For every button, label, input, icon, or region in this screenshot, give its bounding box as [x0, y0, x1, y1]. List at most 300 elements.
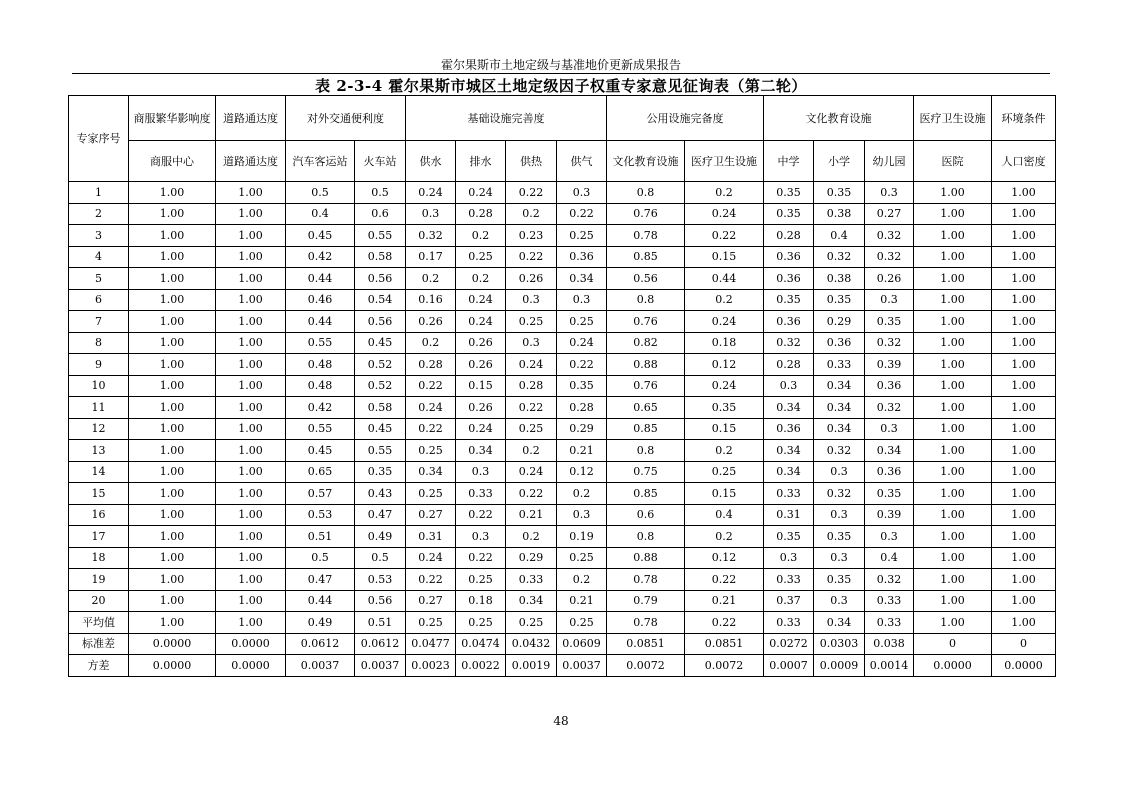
table-cell: 0.2 [456, 268, 506, 290]
table-cell: 0.2 [506, 526, 557, 548]
table-cell: 0.32 [865, 246, 914, 268]
table-cell: 0.3 [814, 461, 865, 483]
table-cell: 0.27 [865, 203, 914, 225]
table-cell: 1.00 [216, 375, 286, 397]
table-cell: 0.0000 [129, 633, 216, 655]
table-cell: 0.25 [557, 311, 607, 333]
table-cell: 1.00 [129, 547, 216, 569]
table-cell: 0.35 [764, 182, 814, 204]
table-cell: 0.29 [814, 311, 865, 333]
table-cell: 1.00 [914, 440, 992, 462]
table-cell: 0.3 [506, 289, 557, 311]
table-cell: 0.34 [865, 440, 914, 462]
row-label-cell: 18 [69, 547, 129, 569]
table-cell: 1.00 [129, 289, 216, 311]
table-cell: 0.0000 [216, 655, 286, 677]
table-cell: 1.00 [216, 397, 286, 419]
table-cell: 0.24 [406, 547, 456, 569]
table-cell: 1.00 [992, 526, 1056, 548]
row-label-cell: 14 [69, 461, 129, 483]
table-cell: 0.25 [456, 569, 506, 591]
table-cell: 0.28 [764, 225, 814, 247]
table-cell: 0.36 [764, 418, 814, 440]
table-cell: 0.22 [557, 354, 607, 376]
row-label-cell: 9 [69, 354, 129, 376]
table-cell: 1.00 [992, 504, 1056, 526]
table-cell: 0 [992, 633, 1056, 655]
table-cell: 1.00 [216, 590, 286, 612]
table-cell: 0.0022 [456, 655, 506, 677]
table-cell: 0.35 [355, 461, 406, 483]
table-cell: 0.0851 [607, 633, 685, 655]
row-label-cell: 17 [69, 526, 129, 548]
table-cell: 0.28 [506, 375, 557, 397]
table-cell: 0.2 [506, 440, 557, 462]
table-cell: 1.00 [129, 569, 216, 591]
row-label-cell: 4 [69, 246, 129, 268]
table-cell: 0.25 [406, 440, 456, 462]
table-cell: 1.00 [129, 440, 216, 462]
page-number: 48 [553, 714, 569, 728]
table-cell: 0.42 [286, 397, 355, 419]
table-cell: 0.34 [456, 440, 506, 462]
table-cell: 1.00 [216, 203, 286, 225]
table-cell: 1.00 [216, 440, 286, 462]
table-cell: 0.8 [607, 440, 685, 462]
table-cell: 0.22 [506, 246, 557, 268]
table-cell: 0.44 [286, 311, 355, 333]
table-cell: 1.00 [129, 225, 216, 247]
table-cell: 0.26 [456, 354, 506, 376]
table-cell: 1.00 [914, 418, 992, 440]
row-label-cell: 13 [69, 440, 129, 462]
table-cell: 0.55 [355, 225, 406, 247]
table-cell: 0.32 [865, 397, 914, 419]
table-cell: 0.22 [685, 569, 764, 591]
table-cell: 0.52 [355, 375, 406, 397]
table-cell: 1.00 [992, 612, 1056, 634]
table-cell: 1.00 [992, 268, 1056, 290]
table-cell: 0.35 [764, 526, 814, 548]
table-cell: 0.85 [607, 246, 685, 268]
table-cell: 0.3 [865, 182, 914, 204]
table-cell: 0.2 [406, 332, 456, 354]
table-cell: 0.3 [814, 504, 865, 526]
table-cell: 0.34 [406, 461, 456, 483]
table-cell: 1.00 [992, 354, 1056, 376]
table-cell: 1.00 [129, 332, 216, 354]
table-cell: 0.0072 [685, 655, 764, 677]
table-body [69, 182, 1056, 677]
table-cell: 0.25 [506, 612, 557, 634]
row-label-cell: 方差 [69, 655, 129, 677]
table-cell: 0.36 [814, 332, 865, 354]
table-cell: 0.78 [607, 569, 685, 591]
table-cell: 1.00 [216, 504, 286, 526]
table-cell: 1.00 [914, 569, 992, 591]
table-cell: 0.21 [506, 504, 557, 526]
table-cell: 1.00 [914, 354, 992, 376]
table-row [69, 547, 1056, 569]
table-cell: 0.28 [764, 354, 814, 376]
table-cell: 0.6 [355, 203, 406, 225]
table-cell: 0.57 [286, 483, 355, 505]
header-factor: 医疗卫生设施 [685, 141, 764, 182]
table-row [69, 289, 1056, 311]
table-cell: 1.00 [129, 354, 216, 376]
table-cell: 1.00 [992, 246, 1056, 268]
table-cell: 0.25 [506, 311, 557, 333]
table-cell: 0.55 [355, 440, 406, 462]
table-cell: 1.00 [216, 483, 286, 505]
table-cell: 1.00 [216, 311, 286, 333]
table-cell: 0.24 [506, 354, 557, 376]
table-cell: 0.2 [456, 225, 506, 247]
table-row [69, 375, 1056, 397]
table-cell: 0.4 [814, 225, 865, 247]
table-cell: 1.00 [992, 590, 1056, 612]
table-cell: 1.00 [216, 268, 286, 290]
header-group-transport: 对外交通便利度 [286, 96, 406, 141]
table-cell: 0.12 [685, 354, 764, 376]
table-cell: 0.18 [456, 590, 506, 612]
table-cell: 0.35 [764, 203, 814, 225]
header-group-medical: 医疗卫生设施 [914, 96, 992, 141]
table-cell: 1.00 [216, 182, 286, 204]
table-cell: 0.46 [286, 289, 355, 311]
table-cell: 0.31 [406, 526, 456, 548]
table-cell: 0.31 [764, 504, 814, 526]
header-factor: 文化教育设施 [607, 141, 685, 182]
table-cell: 0.2 [557, 483, 607, 505]
table-cell: 0.0612 [355, 633, 406, 655]
table-cell: 1.00 [129, 418, 216, 440]
header-factor: 汽车客运站 [286, 141, 355, 182]
table-cell: 0.3 [865, 289, 914, 311]
table-row [69, 246, 1056, 268]
row-label-cell: 标准差 [69, 633, 129, 655]
table-row [69, 182, 1056, 204]
table-cell: 0.39 [865, 354, 914, 376]
table-cell: 0.27 [406, 504, 456, 526]
table-cell: 1.00 [129, 612, 216, 634]
table-cell: 0.21 [557, 590, 607, 612]
table-cell: 0.5 [286, 547, 355, 569]
header-factor: 道路通达度 [216, 141, 286, 182]
table-cell: 0.3 [814, 590, 865, 612]
table-cell: 0.38 [814, 268, 865, 290]
table-cell: 0.76 [607, 375, 685, 397]
table-cell: 0.0000 [216, 633, 286, 655]
table-cell: 1.00 [914, 590, 992, 612]
table-cell: 1.00 [216, 612, 286, 634]
table-cell: 0.29 [557, 418, 607, 440]
table-cell: 0.51 [355, 612, 406, 634]
table-cell: 0.24 [456, 418, 506, 440]
table-cell: 0.36 [557, 246, 607, 268]
table-cell: 0.76 [607, 311, 685, 333]
table-cell: 0.32 [814, 483, 865, 505]
header-row-factors [69, 141, 1056, 182]
table-cell: 0.22 [456, 504, 506, 526]
table-cell: 0.0432 [506, 633, 557, 655]
table-cell: 1.00 [992, 375, 1056, 397]
table-cell: 0.52 [355, 354, 406, 376]
table-cell: 1.00 [216, 569, 286, 591]
table-cell: 1.00 [992, 311, 1056, 333]
table-cell: 1.00 [129, 375, 216, 397]
table-cell: 0.24 [685, 203, 764, 225]
header-group-env: 环境条件 [992, 96, 1056, 141]
table-cell: 1.00 [129, 268, 216, 290]
table-cell: 0.24 [456, 311, 506, 333]
table-cell: 0.34 [557, 268, 607, 290]
table-cell: 0.35 [814, 182, 865, 204]
table-row [69, 332, 1056, 354]
row-label-cell: 平均值 [69, 612, 129, 634]
table-cell: 0.47 [286, 569, 355, 591]
table-cell: 0.36 [865, 461, 914, 483]
header-factor: 商服中心 [129, 141, 216, 182]
header-group-commerce: 商服繁华影响度 [129, 96, 216, 141]
table-cell: 0.0072 [607, 655, 685, 677]
header-factor: 中学 [764, 141, 814, 182]
table-cell: 0.49 [355, 526, 406, 548]
table-cell: 1.00 [129, 311, 216, 333]
table-cell: 0.3 [764, 375, 814, 397]
table-cell: 0.56 [355, 268, 406, 290]
table-cell: 0.22 [456, 547, 506, 569]
table-title: 表 2-3-4 霍尔果斯市城区土地定级因子权重专家意见征询表（第二轮） [315, 77, 807, 95]
table-cell: 0.2 [685, 289, 764, 311]
table-cell: 0.2 [506, 203, 557, 225]
table-cell: 0.32 [814, 440, 865, 462]
table-cell: 0.3 [456, 526, 506, 548]
table-cell: 0.28 [406, 354, 456, 376]
table-cell: 0.21 [685, 590, 764, 612]
table-cell: 0.75 [607, 461, 685, 483]
table-cell: 0.26 [506, 268, 557, 290]
header-factor: 医院 [914, 141, 992, 182]
table-row [69, 268, 1056, 290]
table-cell: 0.16 [406, 289, 456, 311]
table-cell: 0.35 [764, 289, 814, 311]
table-cell: 0.25 [456, 246, 506, 268]
table-cell: 0.22 [506, 483, 557, 505]
table-cell: 0.0477 [406, 633, 456, 655]
running-header: 霍尔果斯市土地定级与基准地价更新成果报告 [440, 58, 681, 72]
row-label-cell: 10 [69, 375, 129, 397]
table-cell: 0.5 [286, 182, 355, 204]
table-cell: 0.34 [764, 397, 814, 419]
table-cell: 0.12 [685, 547, 764, 569]
table-cell: 0.3 [456, 461, 506, 483]
table-cell: 1.00 [216, 547, 286, 569]
table-cell: 0.0474 [456, 633, 506, 655]
table-cell: 1.00 [992, 289, 1056, 311]
row-label-cell: 1 [69, 182, 129, 204]
header-factor: 排水 [456, 141, 506, 182]
table-cell: 1.00 [992, 182, 1056, 204]
table-cell: 0.3 [557, 182, 607, 204]
table-cell: 0.22 [685, 612, 764, 634]
table-cell: 1.00 [914, 547, 992, 569]
table-cell: 0.58 [355, 397, 406, 419]
table-cell: 0.25 [557, 547, 607, 569]
table-cell: 0.0851 [685, 633, 764, 655]
table-cell: 0.22 [406, 418, 456, 440]
table-cell: 0.2 [557, 569, 607, 591]
table-cell: 0.17 [406, 246, 456, 268]
table-cell: 0.51 [286, 526, 355, 548]
table-cell: 0.0272 [764, 633, 814, 655]
table-cell: 0.33 [764, 569, 814, 591]
table-cell: 1.00 [216, 526, 286, 548]
table-cell: 0.55 [286, 332, 355, 354]
table-cell: 1.00 [992, 332, 1056, 354]
table-row [69, 311, 1056, 333]
table-cell: 1.00 [914, 483, 992, 505]
table-cell: 0.0037 [355, 655, 406, 677]
table-cell: 0.12 [557, 461, 607, 483]
table-cell: 1.00 [914, 332, 992, 354]
table-row [69, 483, 1056, 505]
table-cell: 0.3 [865, 418, 914, 440]
table-cell: 0.0023 [406, 655, 456, 677]
table-cell: 0.47 [355, 504, 406, 526]
table-cell: 0.3 [506, 332, 557, 354]
table-cell: 0.37 [764, 590, 814, 612]
table-cell: 0.15 [456, 375, 506, 397]
table-cell: 0.45 [286, 225, 355, 247]
header-group-infra: 基础设施完善度 [406, 96, 607, 141]
table-cell: 1.00 [216, 332, 286, 354]
table-cell: 0.3 [764, 547, 814, 569]
table-cell: 0.76 [607, 203, 685, 225]
table-cell: 0.0612 [286, 633, 355, 655]
table-cell: 1.00 [914, 375, 992, 397]
table-cell: 0.34 [506, 590, 557, 612]
table-cell: 0.34 [764, 440, 814, 462]
table-cell: 0.53 [355, 569, 406, 591]
row-label-cell: 19 [69, 569, 129, 591]
table-cell: 0.32 [406, 225, 456, 247]
table-cell: 0.25 [557, 612, 607, 634]
table-row [69, 504, 1056, 526]
table-cell: 0.5 [355, 182, 406, 204]
row-label-cell: 5 [69, 268, 129, 290]
table-cell: 0.32 [865, 332, 914, 354]
row-label-cell: 6 [69, 289, 129, 311]
table-cell: 0.0000 [992, 655, 1056, 677]
row-label-cell: 2 [69, 203, 129, 225]
table-row [69, 655, 1056, 677]
table-cell: 1.00 [129, 246, 216, 268]
table-cell: 0.3 [406, 203, 456, 225]
header-group-edu: 文化教育设施 [764, 96, 914, 141]
table-cell: 0.34 [814, 375, 865, 397]
table-cell: 0.24 [685, 311, 764, 333]
table-cell: 0.0014 [865, 655, 914, 677]
table-cell: 0.32 [814, 246, 865, 268]
table-cell: 1.00 [914, 526, 992, 548]
table-cell: 0.15 [685, 418, 764, 440]
table-cell: 0.22 [506, 397, 557, 419]
table-cell: 1.00 [914, 268, 992, 290]
header-factor: 人口密度 [992, 141, 1056, 182]
row-label-cell: 8 [69, 332, 129, 354]
table-cell: 0.78 [607, 225, 685, 247]
table-cell: 1.00 [129, 526, 216, 548]
table-cell: 1.00 [216, 354, 286, 376]
table-cell: 0.3 [814, 547, 865, 569]
row-label-cell: 7 [69, 311, 129, 333]
table-cell: 0.26 [456, 397, 506, 419]
table-cell: 0.3 [865, 526, 914, 548]
table-cell: 0.45 [286, 440, 355, 462]
table-cell: 1.00 [914, 289, 992, 311]
table-cell: 0.35 [814, 569, 865, 591]
table-cell: 0.35 [557, 375, 607, 397]
table-cell: 0.25 [557, 225, 607, 247]
table-cell: 1.00 [914, 246, 992, 268]
table-cell: 0.88 [607, 354, 685, 376]
table-cell: 0.2 [685, 440, 764, 462]
table-cell: 1.00 [914, 225, 992, 247]
table-cell: 0.25 [406, 612, 456, 634]
table-cell: 1.00 [992, 461, 1056, 483]
table-cell: 1.00 [992, 483, 1056, 505]
header-factor: 供水 [406, 141, 456, 182]
table-cell: 0.0009 [814, 655, 865, 677]
table-cell: 0.32 [865, 225, 914, 247]
table-cell: 1.00 [129, 461, 216, 483]
table-cell: 0.24 [406, 182, 456, 204]
table-row [69, 440, 1056, 462]
table-cell: 0.22 [406, 375, 456, 397]
table-cell: 0.38 [814, 203, 865, 225]
table-cell: 0.3 [557, 289, 607, 311]
table-cell: 0.36 [764, 246, 814, 268]
table-cell: 0.0037 [286, 655, 355, 677]
table-cell: 0.32 [764, 332, 814, 354]
table-cell: 0.2 [685, 182, 764, 204]
table-cell: 0.27 [406, 590, 456, 612]
table-cell: 0.24 [685, 375, 764, 397]
table-cell: 0.56 [355, 590, 406, 612]
table-cell: 0.2 [406, 268, 456, 290]
table-cell: 0.33 [814, 354, 865, 376]
table-cell: 0.26 [406, 311, 456, 333]
table-cell: 0.36 [764, 311, 814, 333]
table-cell: 1.00 [216, 418, 286, 440]
table-cell: 1.00 [216, 461, 286, 483]
table-cell: 0.0609 [557, 633, 607, 655]
table-cell: 0.26 [865, 268, 914, 290]
table-cell: 0.0019 [506, 655, 557, 677]
header-factor: 小学 [814, 141, 865, 182]
table-cell: 1.00 [992, 397, 1056, 419]
table-cell: 0.21 [557, 440, 607, 462]
table-cell: 1.00 [992, 418, 1056, 440]
table-cell: 0.3 [557, 504, 607, 526]
table-row [69, 569, 1056, 591]
table-cell: 1.00 [914, 612, 992, 634]
table-cell: 0.29 [506, 547, 557, 569]
table-cell: 0.24 [456, 182, 506, 204]
table-cell: 0.34 [814, 612, 865, 634]
table-row [69, 461, 1056, 483]
